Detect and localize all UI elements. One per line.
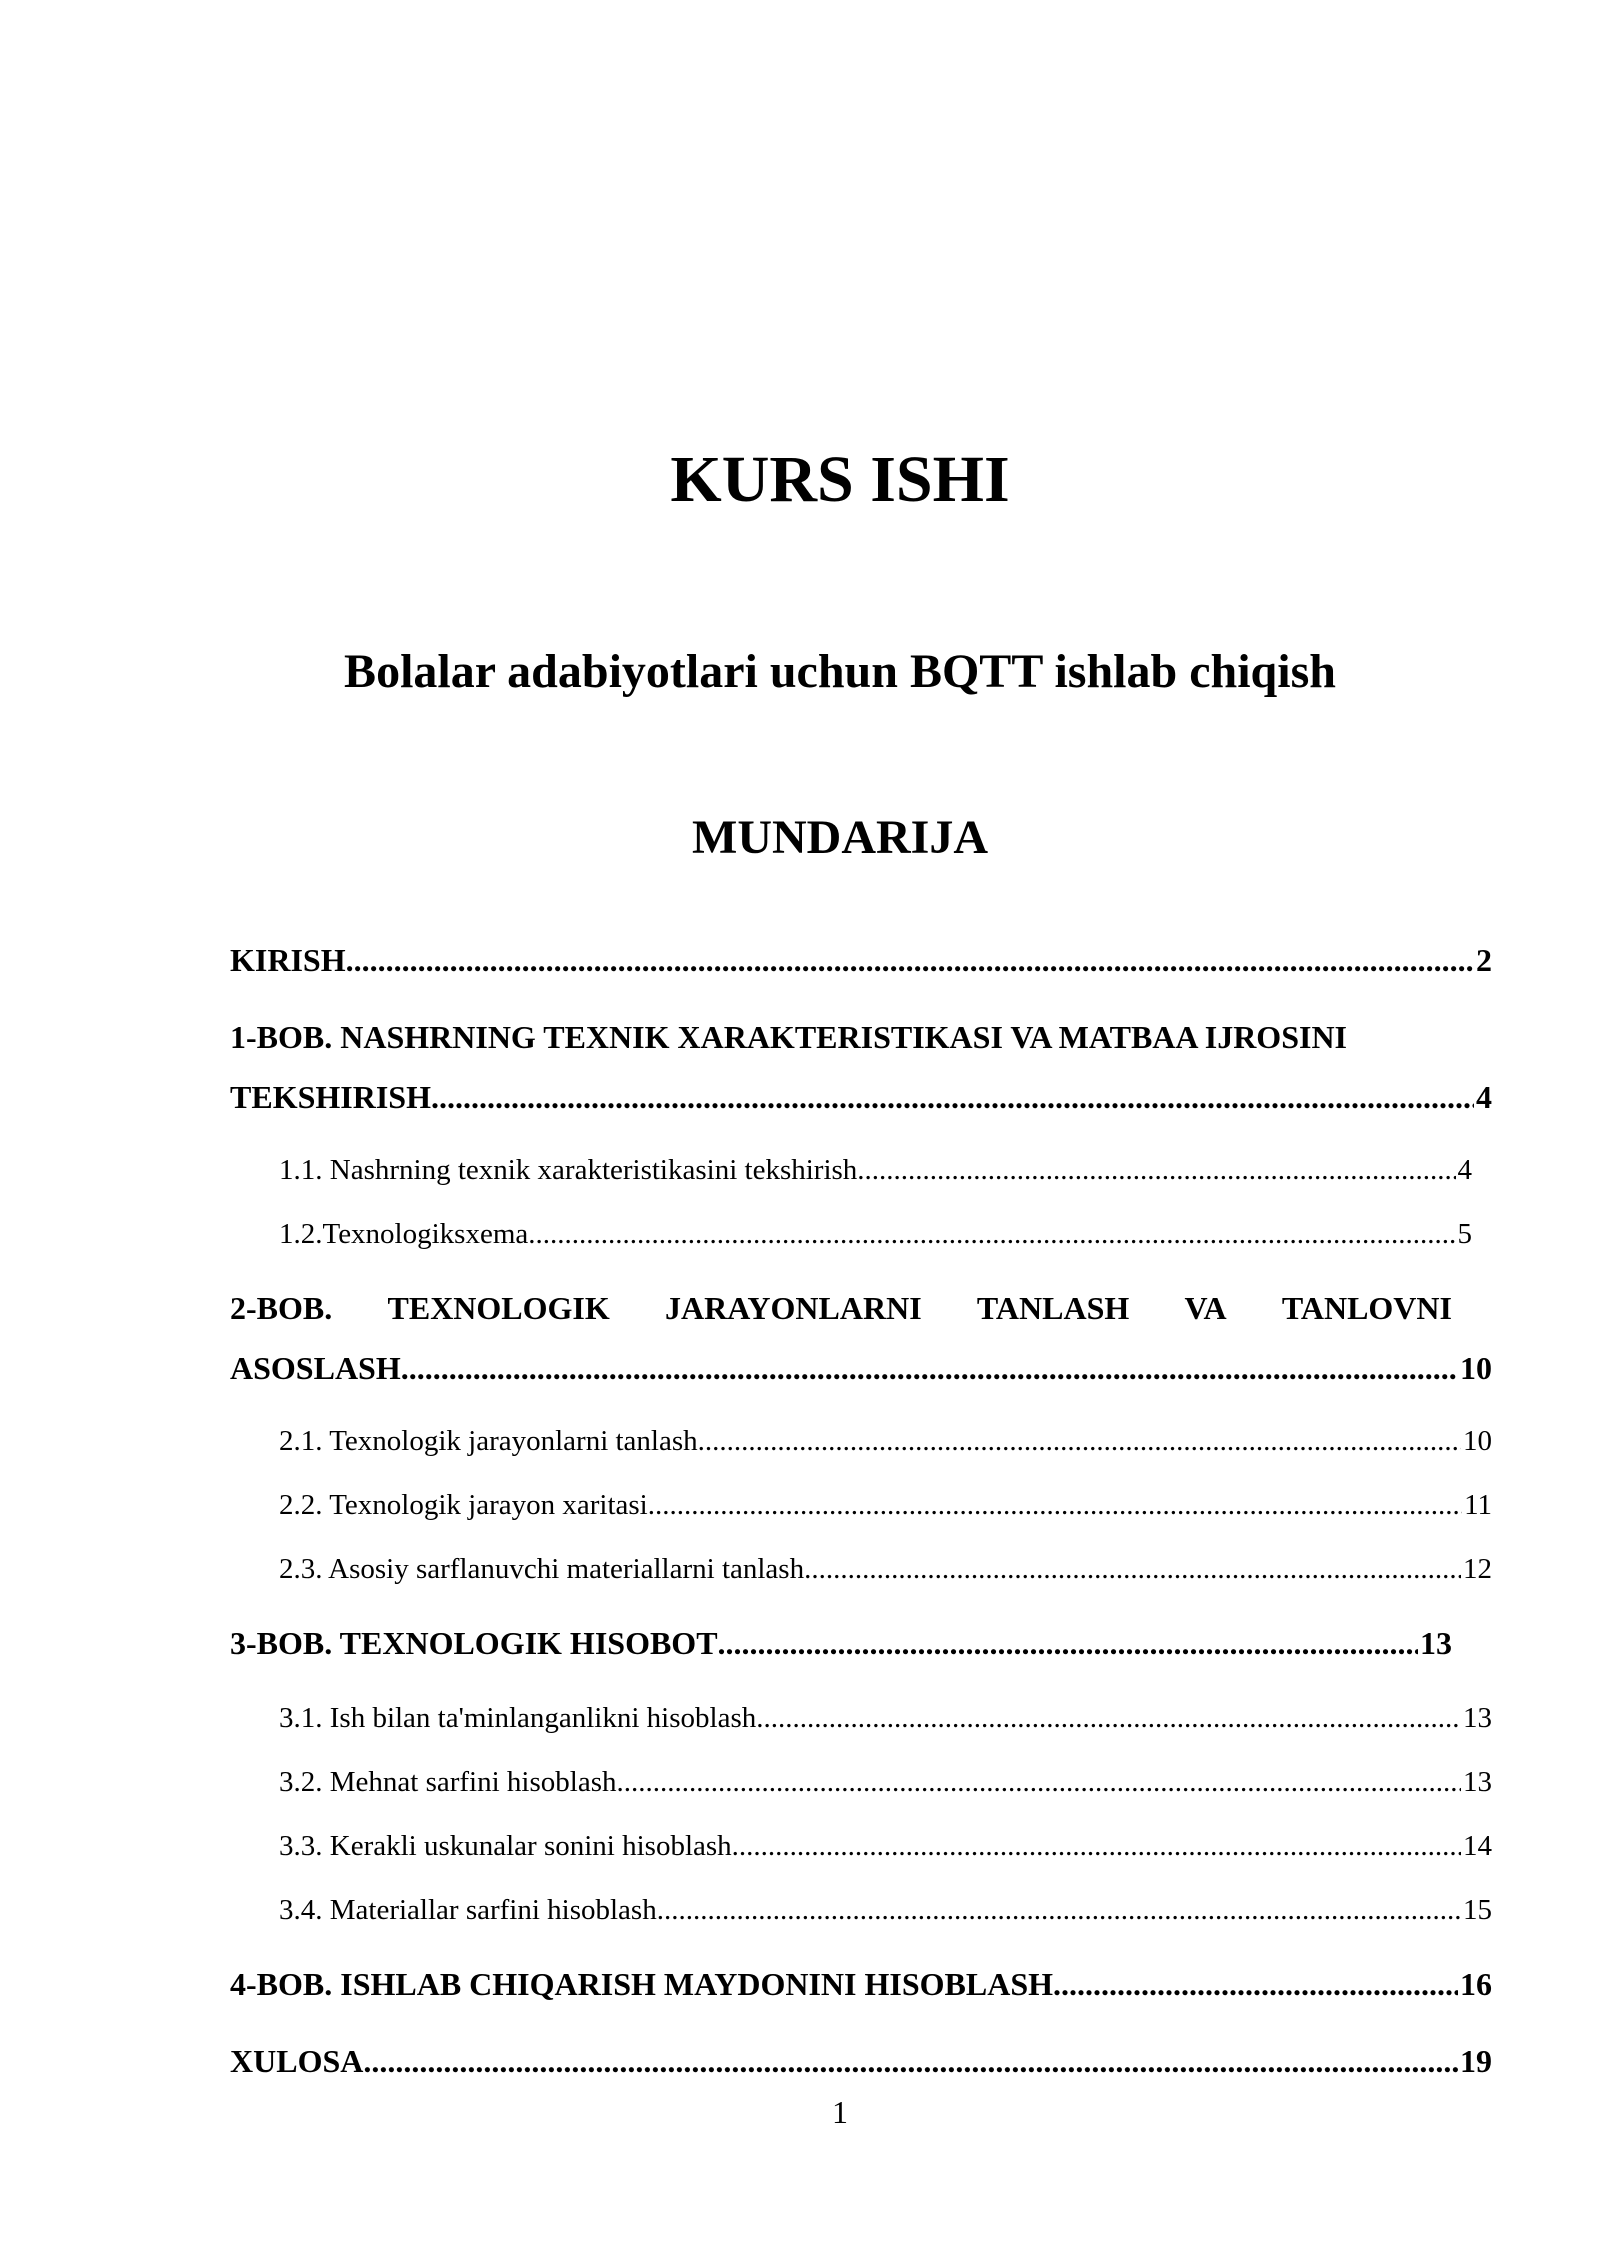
toc-entry-label-line1 <box>230 1288 1452 1328</box>
toc-entry-label: 4-BOB. ISHLAB CHIQARISH MAYDONINI HISOBLASH <box>230 1966 1053 2002</box>
toc-entry-xulosa <box>230 2041 1492 2081</box>
toc-entry-label: 2.1. Texnologik jarayonlarni tanlash <box>279 1425 698 1457</box>
toc-entry-label-line2: ASOSLASH <box>230 1350 401 1386</box>
toc-word: VA <box>1184 1290 1227 1326</box>
toc-word: 2-BOB. <box>230 1290 333 1326</box>
dot-leader <box>528 1216 1455 1252</box>
dot-leader <box>718 1623 1418 1663</box>
toc-entry-label: 3.3. Kerakli uskunalar sonini hisoblash <box>279 1830 732 1862</box>
toc-word: JARAYONLARNI <box>665 1290 922 1326</box>
toc-entry-label: 1.2.Texnologiksxema <box>279 1218 529 1250</box>
toc-entry-page: 2 <box>1476 942 1492 978</box>
toc-entry-page: 13 <box>1420 1625 1452 1661</box>
toc-entry-page: 16 <box>1460 1966 1492 2002</box>
dot-leader <box>1053 1964 1458 2004</box>
dot-leader <box>756 1700 1461 1736</box>
toc-word: TANLASH <box>976 1290 1130 1326</box>
toc-subentry-2-3 <box>279 1551 1492 1587</box>
toc-entry-label: 3-BOB. TEXNOLOGIK HISOBOT <box>230 1625 718 1661</box>
document-subtitle: Bolalar adabiyotlari uchun BQTT ishlab chiqish <box>344 645 1336 698</box>
page-number: 1 <box>832 2094 848 2130</box>
dot-leader <box>401 1348 1458 1388</box>
toc-entry-bob4 <box>230 1964 1492 2004</box>
dot-leader <box>698 1423 1461 1459</box>
table-of-contents <box>230 940 1492 2118</box>
toc-subentry-2-1 <box>279 1423 1492 1459</box>
dot-leader <box>431 1077 1474 1117</box>
toc-heading: MUNDARIJA <box>692 811 988 864</box>
toc-entry-label: 3.2. Mehnat sarfini hisoblash <box>279 1766 617 1798</box>
dot-leader <box>804 1551 1461 1587</box>
toc-entry-bob1 <box>230 1017 1492 1117</box>
dot-leader <box>657 1892 1461 1928</box>
toc-entry-label: 3.1. Ish bilan ta'minlanganlikni hisoblash <box>279 1702 757 1734</box>
toc-subentry-2-2 <box>279 1487 1492 1523</box>
toc-entry-line2 <box>230 1348 1492 1388</box>
toc-entry-page: 5 <box>1457 1218 1472 1250</box>
toc-word: TEXNOLOGIK <box>387 1290 610 1326</box>
toc-entry-label-line1: 1-BOB. NASHRNING TEXNIK XARAKTERISTIKASI VA MATBAA IJROSINI <box>230 1019 1347 1055</box>
toc-entry-page: 4 <box>1457 1154 1472 1186</box>
toc-entry-page: 10 <box>1463 1425 1492 1457</box>
toc-entry-bob3 <box>230 1623 1452 1663</box>
toc-entry-page: 4 <box>1476 1079 1492 1115</box>
dot-leader <box>346 940 1474 980</box>
dot-leader <box>857 1152 1455 1188</box>
toc-entry-line2 <box>230 1077 1492 1117</box>
toc-entry-page: 13 <box>1463 1766 1492 1798</box>
toc-entry-page: 12 <box>1463 1553 1492 1585</box>
toc-entry-label-line2: TEKSHIRISH <box>230 1079 431 1115</box>
toc-subentry-3-1 <box>279 1700 1492 1736</box>
toc-entry-page: 11 <box>1464 1489 1492 1521</box>
toc-entry-kirish <box>230 940 1492 980</box>
toc-entry-bob2 <box>230 1288 1492 1388</box>
toc-entry-page: 10 <box>1460 1350 1492 1386</box>
dot-leader <box>616 1764 1461 1800</box>
toc-entry-label: KIRISH <box>230 942 346 978</box>
toc-subentry-3-3 <box>279 1828 1492 1864</box>
toc-entry-page: 14 <box>1463 1830 1492 1862</box>
toc-subentry-3-2 <box>279 1764 1492 1800</box>
toc-entry-page: 15 <box>1463 1894 1492 1926</box>
toc-subentry-3-4 <box>279 1892 1492 1928</box>
toc-subentry-1-2 <box>279 1216 1472 1252</box>
toc-entry-label: XULOSA <box>230 2043 364 2079</box>
toc-entry-label: 1.1. Nashrning texnik xarakteristikasini tekshirish <box>279 1154 858 1186</box>
toc-entry-page: 13 <box>1463 1702 1492 1734</box>
toc-entry-label: 2.3. Asosiy sarflanuvchi materiallarni tanlash <box>279 1553 805 1585</box>
toc-word: TANLOVNI <box>1281 1290 1452 1326</box>
document-title: KURS ISHI <box>670 443 1010 516</box>
toc-subentry-1-1 <box>279 1152 1472 1188</box>
toc-entry-label: 2.2. Texnologik jarayon xaritasi <box>279 1489 648 1521</box>
toc-entry-page: 19 <box>1460 2043 1492 2079</box>
dot-leader <box>363 2041 1458 2081</box>
dot-leader <box>732 1828 1461 1864</box>
toc-entry-label: 3.4. Materiallar sarfini hisoblash <box>279 1894 657 1926</box>
dot-leader <box>648 1487 1462 1523</box>
